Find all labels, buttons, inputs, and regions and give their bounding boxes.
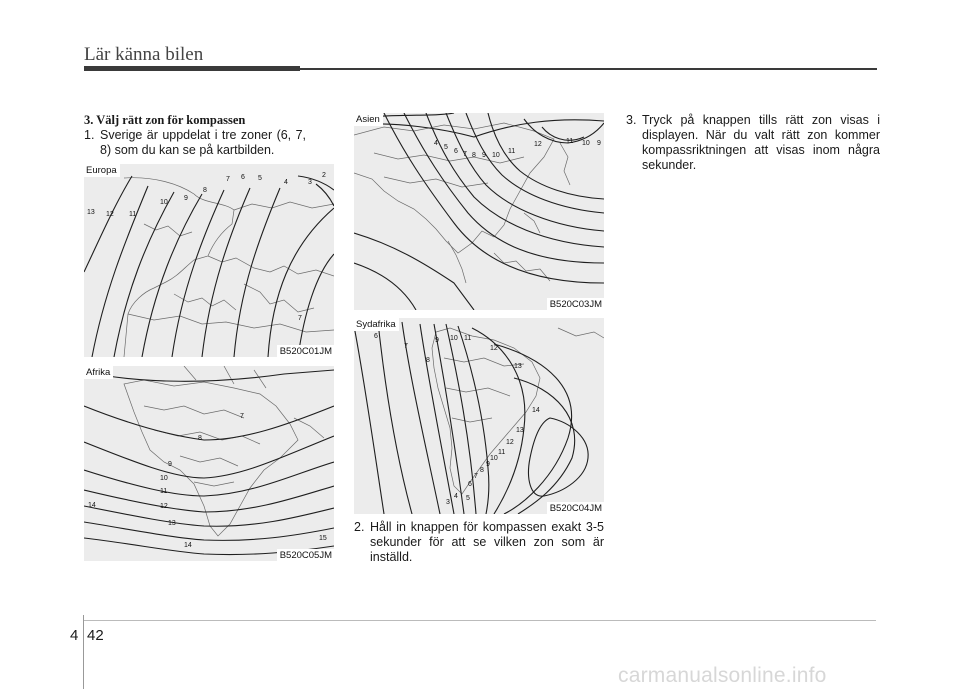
figure-code: B520C01JM <box>277 345 334 357</box>
zone-label: 9 <box>482 152 486 159</box>
map-label: Asien <box>354 113 383 126</box>
zone-label: 13 <box>514 363 522 370</box>
chapter-title: Lär känna bilen <box>84 44 204 65</box>
zone-label: 6 <box>374 333 378 340</box>
step-number: 3. <box>626 113 637 127</box>
zone-label: 7 <box>240 413 244 420</box>
zone-label: 10 <box>490 455 498 462</box>
zone-label: 7 <box>474 473 478 480</box>
zone-label: 12 <box>160 503 168 510</box>
zone-label: 15 <box>319 535 327 542</box>
zone-label: 14 <box>532 407 540 414</box>
zone-label: 4 <box>284 179 288 186</box>
zone-label: 14 <box>184 542 192 549</box>
zone-label: 10 <box>160 475 168 482</box>
map-label: Afrika <box>84 366 113 379</box>
watermark: carmanualsonline.info <box>618 664 827 687</box>
zone-label: 13 <box>87 209 95 216</box>
afrika-map-graphic <box>84 366 334 561</box>
zone-label: 11 <box>508 148 516 155</box>
step-3 <box>626 113 880 173</box>
zone-label: 8 <box>472 152 476 159</box>
zone-label: 4 <box>454 493 458 500</box>
zone-label: 6 <box>454 148 458 155</box>
zone-label: 3 <box>308 179 312 186</box>
figure-code: B520C05JM <box>277 549 334 561</box>
zone-label: 10 <box>582 140 590 147</box>
zone-label: 11 <box>464 335 472 342</box>
zone-label: 10 <box>492 152 500 159</box>
zone-label: 7 <box>463 151 467 158</box>
zone-label: 2 <box>322 172 326 179</box>
chapter-number: 4 <box>70 627 79 644</box>
page-number: 42 <box>87 627 104 644</box>
header-rule <box>300 68 877 70</box>
zone-label: 7 <box>298 315 302 322</box>
zone-label: 4 <box>434 140 438 147</box>
map-asien <box>354 113 604 310</box>
asien-map-graphic <box>354 113 604 310</box>
zone-label: 5 <box>444 144 448 151</box>
zone-label: 9 <box>168 461 172 468</box>
zone-label: 9 <box>184 195 188 202</box>
footer-rule <box>84 620 876 621</box>
zone-label: 8 <box>426 357 430 364</box>
step-2 <box>354 520 604 565</box>
step-number: 1. <box>84 128 95 142</box>
header-bar <box>84 66 300 71</box>
zone-label: 12 <box>106 211 114 218</box>
zone-label: 14 <box>88 502 96 509</box>
figure-code: B520C04JM <box>547 502 604 514</box>
europa-map-graphic <box>84 164 334 357</box>
section-heading: 3. Välj rätt zon för kompassen <box>84 113 246 127</box>
zone-label: 6 <box>468 481 472 488</box>
zone-label: 5 <box>258 175 262 182</box>
zone-label: 12 <box>506 439 514 446</box>
map-europa <box>84 164 334 357</box>
figure-code: B520C03JM <box>547 298 604 310</box>
step-text: Sverige är uppdelat i tre zoner (6, 7, 8) som du kan se på kartbilden. <box>100 128 306 157</box>
zone-label: 13 <box>516 427 524 434</box>
step-text: Tryck på knappen tills rätt zon visas i displayen. När du valt rätt zon kommer kompassriktningen att visas inom några sekunder. <box>642 113 880 172</box>
zone-label: 9 <box>435 337 439 344</box>
zone-label: 3 <box>446 499 450 506</box>
map-label: Europa <box>84 164 120 177</box>
zone-label: 5 <box>466 495 470 502</box>
map-label: Sydafrika <box>354 318 399 331</box>
zone-label: 12 <box>534 141 542 148</box>
step-text: Håll in knappen för kompassen exakt 3-5 sekunder för att se vilken zon som är inställd. <box>370 520 604 564</box>
zone-label: 9 <box>486 461 490 468</box>
zone-label: 6 <box>241 174 245 181</box>
zone-label: 11 <box>160 488 168 495</box>
zone-label: 10 <box>160 199 168 206</box>
sydafrika-map-graphic <box>354 318 604 514</box>
zone-label: 7 <box>404 343 408 350</box>
footer-divider <box>83 615 84 689</box>
zone-label: 9 <box>597 140 601 147</box>
map-afrika <box>84 366 334 561</box>
zone-label: 8 <box>480 467 484 474</box>
zone-label: 12 <box>490 345 498 352</box>
zone-label: 11 <box>498 449 506 456</box>
map-sydafrika <box>354 318 604 514</box>
zone-label: 8 <box>203 187 207 194</box>
zone-label: 11 <box>566 138 574 145</box>
step-1 <box>84 128 306 158</box>
zone-label: 7 <box>226 176 230 183</box>
zone-label: 11 <box>129 211 137 218</box>
zone-label: 10 <box>450 335 458 342</box>
step-number: 2. <box>354 520 365 534</box>
zone-label: 13 <box>168 520 176 527</box>
zone-label: 8 <box>198 435 202 442</box>
